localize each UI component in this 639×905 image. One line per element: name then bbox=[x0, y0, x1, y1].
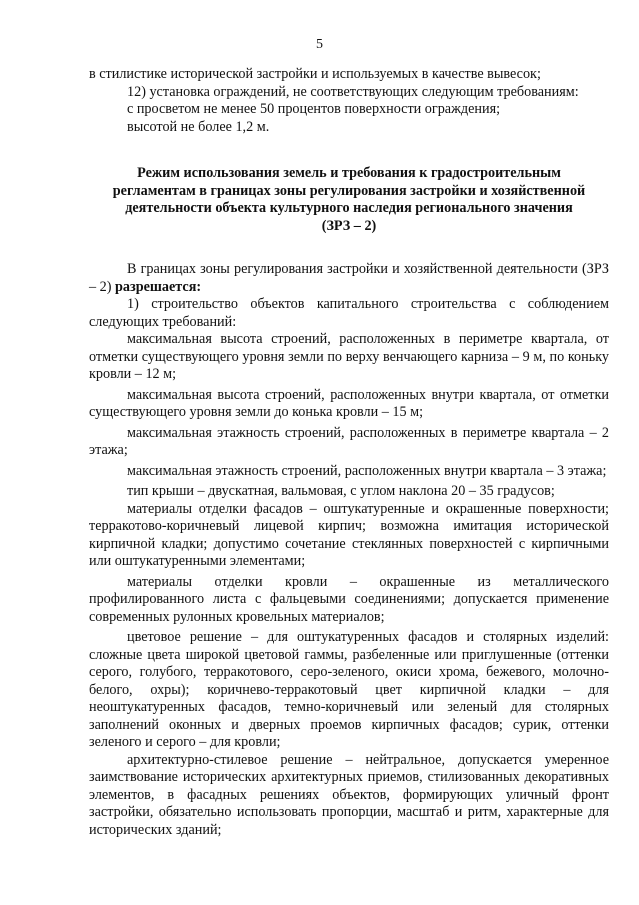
heading-line-3: деятельности объекта культурного наследия регионального значения bbox=[125, 200, 573, 216]
intro-paragraph bbox=[89, 261, 609, 296]
document-body bbox=[89, 66, 609, 839]
requirement-architectural-style: архитектурно-стилевое решение – нейтральное, допускается умеренное заимствование исторических архитектурных приемов, стилизованных декоративных элементов, в фасадных решениях объектов, формирующих уличный фронт застройки, обязательно использовать пропорции, масштаб и ритм, характерные для исторических зданий; bbox=[89, 751, 609, 838]
fence-requirements bbox=[89, 84, 609, 137]
requirement-facade-materials: материалы отделки фасадов – оштукатуренные и окрашенные поверхности; терракотово-коричневый лицевой кирпич; возможна имитация исторической кирпичной кладки; допустимо сочетание стеклянных поверхностей с кирпичными или оштукатуренными элементами; bbox=[89, 500, 609, 569]
heading-line-1: Режим использования земель и требования к градостроительным bbox=[137, 165, 561, 181]
fence-requirement-2: высотой не более 1,2 м. bbox=[127, 118, 270, 135]
requirement-roof-materials: материалы отделки кровли – окрашенные из металлического профилированного листа с фальцевыми соединениями; допускается применение современных рулонных кровельных материалов; bbox=[89, 573, 609, 625]
intro-text: В границах зоны регулирования застройки и хозяйственной деятельности (ЗРЗ – 2) bbox=[89, 261, 609, 295]
continued-line: в стилистике исторической застройки и используемых в качестве вывесок; bbox=[89, 66, 541, 82]
requirement-roof-type: тип крыши – двускатная, вальмовая, с углом наклона 20 – 35 градусов; bbox=[127, 483, 555, 499]
page-number: 5 bbox=[316, 37, 323, 52]
fence-requirement-1: с просветом не менее 50 процентов поверхности ограждения; bbox=[127, 101, 501, 117]
requirement-height-inside: максимальная высота строений, расположенных внутри квартала, от отметки существующего уровня земли до конька кровли – 15 м; bbox=[89, 386, 609, 420]
heading-line-4: (ЗРЗ – 2) bbox=[321, 217, 377, 234]
item-12: 12) установка ограждений, не соответствующих следующим требованиям: bbox=[127, 83, 579, 100]
requirement-floors-perimeter: максимальная этажность строений, расположенных в периметре квартала – 2 этажа; bbox=[89, 424, 609, 458]
requirement-height-perimeter: максимальная высота строений, расположенных в периметре квартала, от отметки существующего уровня земли по верху венчающего карниза – 9 м, по коньку кровли – 12 м; bbox=[89, 331, 609, 382]
heading-line-2: регламентам в границах зоны регулирования застройки и хозяйственной bbox=[112, 182, 586, 199]
requirement-color-solution: цветовое решение – для оштукатуренных фасадов и столярных изделий: сложные цвета широкой цветовой гаммы, разбеленные или приглушенные (оттенки серого, голубого, терракотового, серо-зеленого, окиси хрома, бежевого, молочно-белого, охры); коричнево-терракотовый цвет кирпичной кладки – для неоштукатуренных фасадов, темно-коричневый или зеленый для столярных заполнений оконных и дверных проемов кирпичных фасадов; сурик, оттенки зеленого и серого – для кровли; bbox=[89, 629, 609, 750]
intro-bold: разрешается: bbox=[115, 278, 202, 295]
section-heading bbox=[89, 165, 609, 235]
requirement-floors-inside: максимальная этажность строений, расположенных внутри квартала – 3 этажа; bbox=[127, 462, 607, 479]
item-1: 1) строительство объектов капитального строительства с соблюдением следующих требований: bbox=[89, 296, 609, 330]
